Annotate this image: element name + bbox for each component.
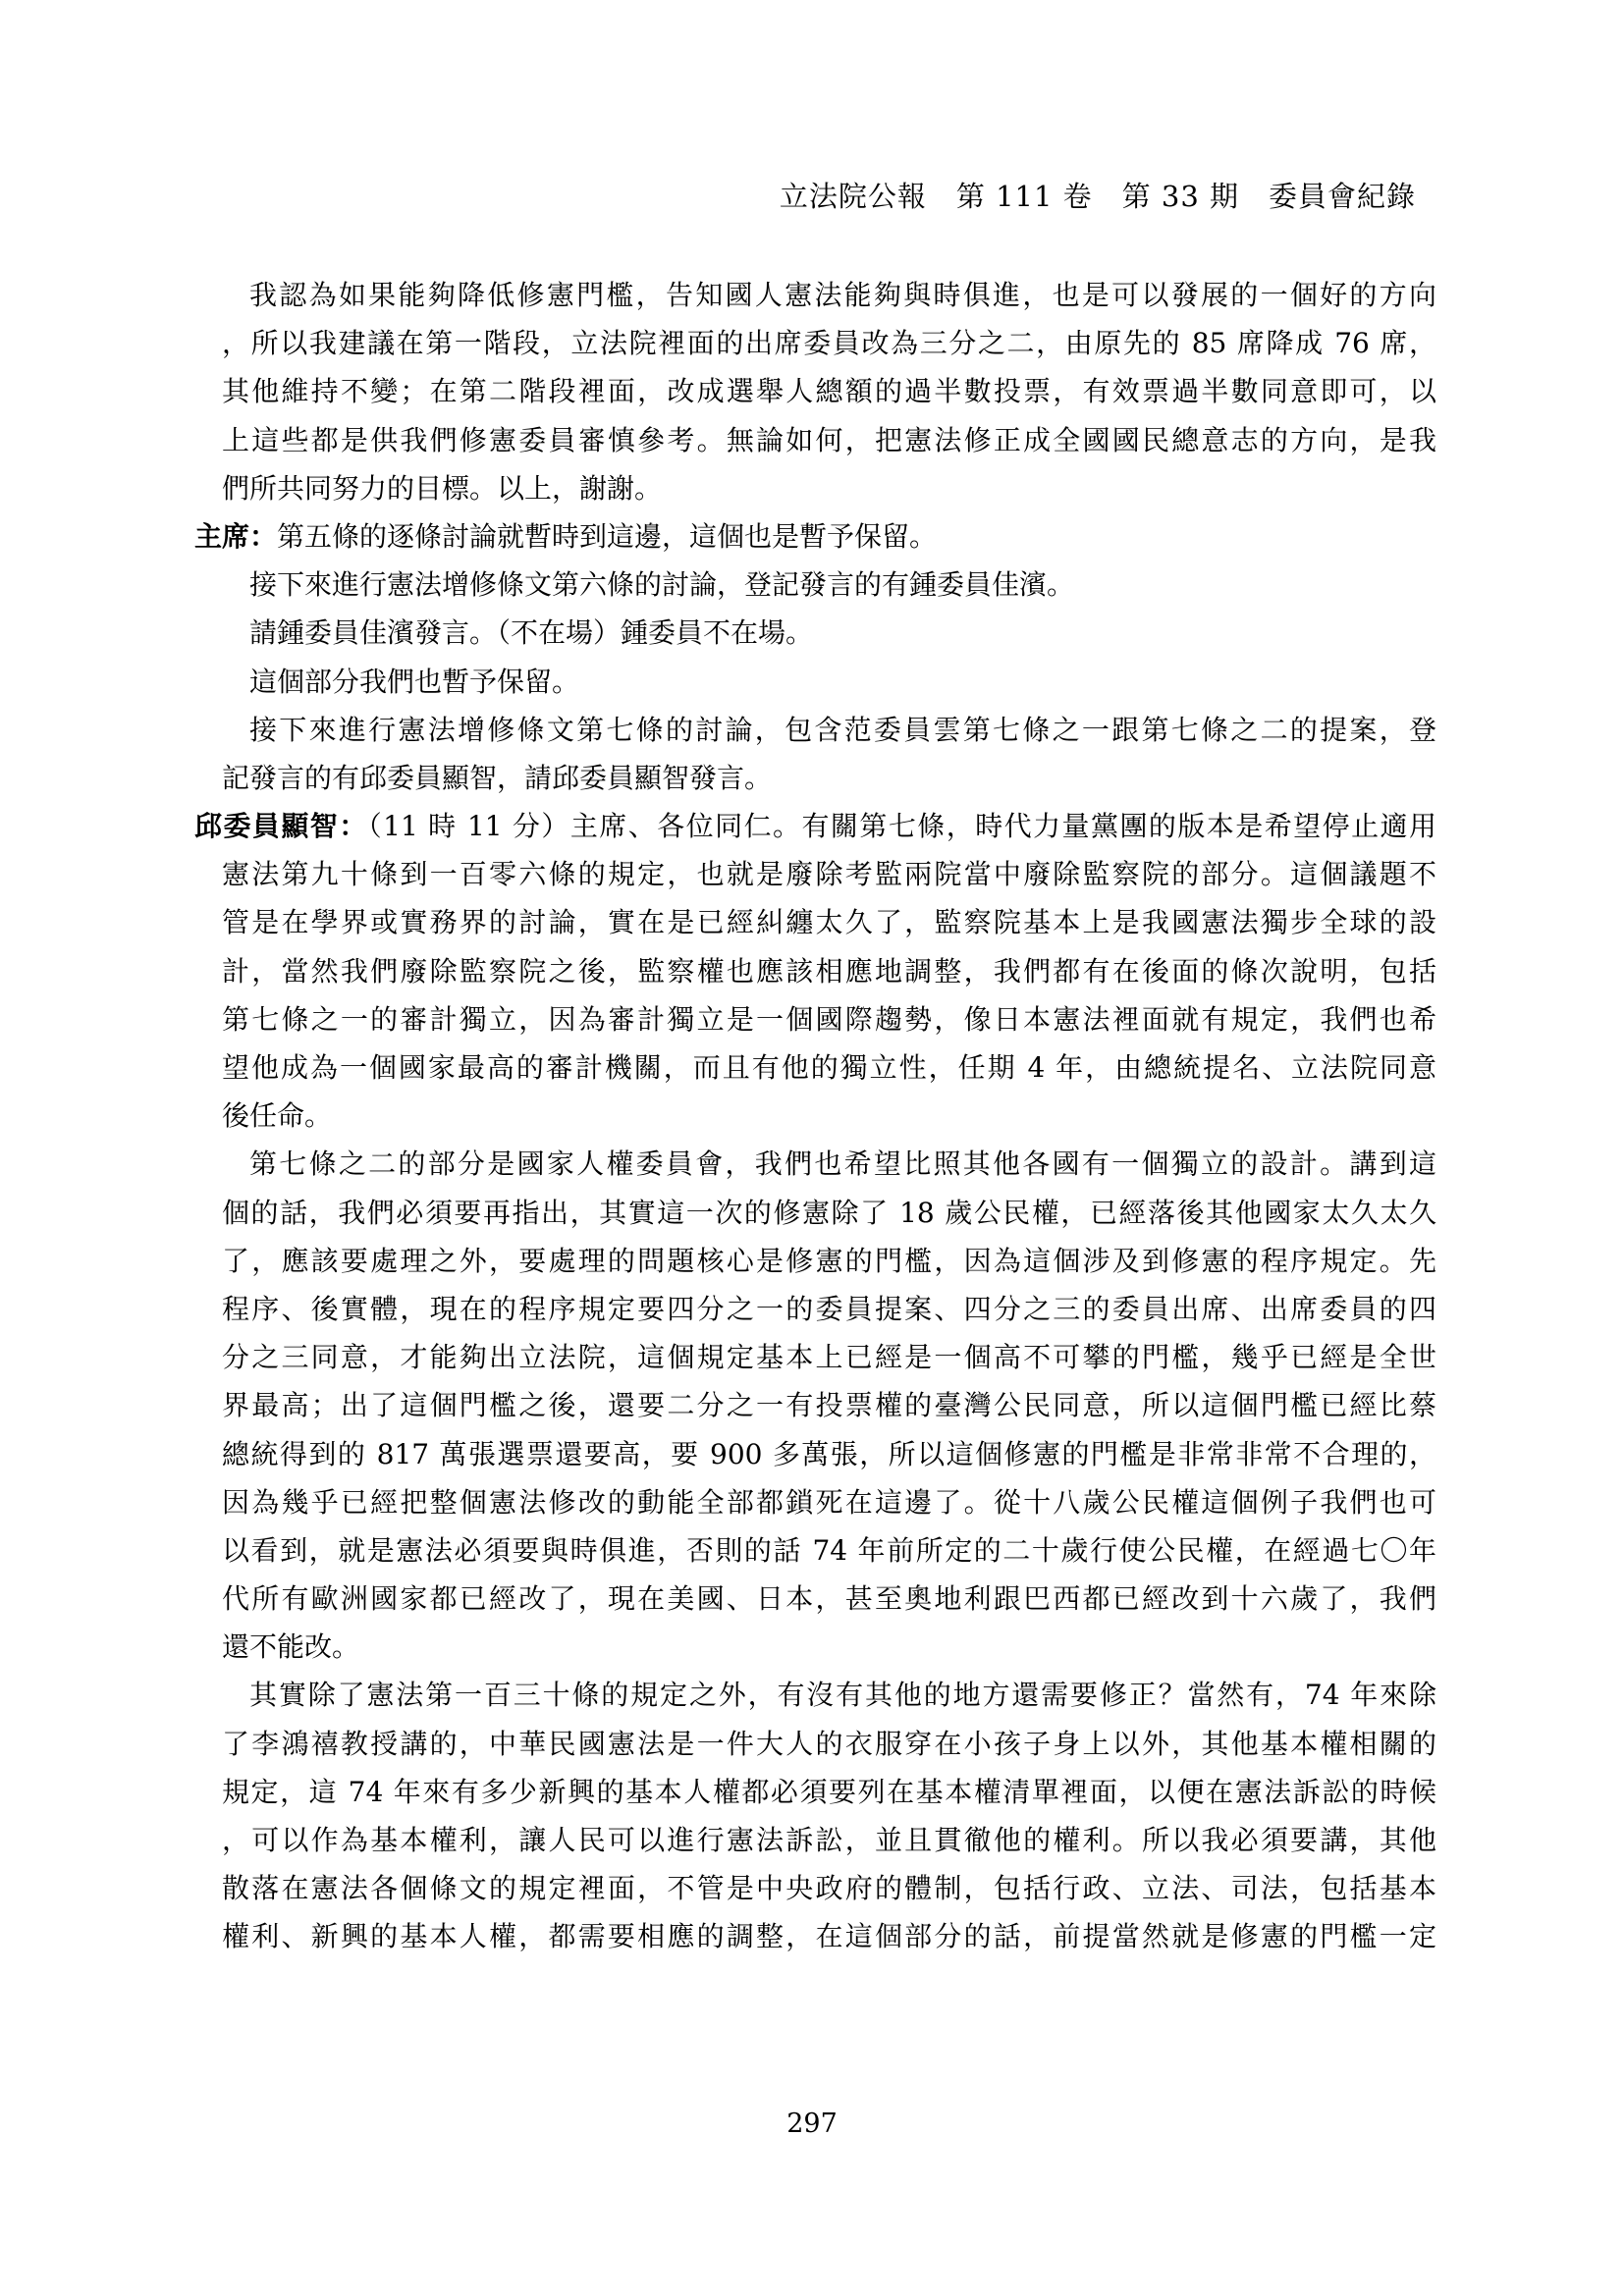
text-line [194, 1768, 1436, 1816]
line-text: 界最高；出了這個門檻之後，還要二分之一有投票權的臺灣公民同意，所以這個門檻已經比蔡 [222, 1389, 1436, 1422]
text-line [194, 1912, 1436, 1960]
text-line [194, 1864, 1436, 1912]
line-text: 還不能改。 [222, 1630, 360, 1664]
line-text: 散落在憲法各個條文的規定裡面，不管是中央政府的體制，包括行政、立法、司法，包括基本 [222, 1872, 1436, 1905]
line-text: 接下來進行憲法增修條文第六條的討論，登記發言的有鍾委員佳濱。 [249, 568, 1075, 602]
text-line [194, 1043, 1436, 1092]
text-line [194, 1381, 1436, 1429]
line-text: （11 時 11 分）主席、各位同仁。有關第七條，時代力量黨團的版本是希望停止適用 [367, 810, 1436, 843]
speaker-line [194, 802, 1436, 850]
line-text: 程序、後實體，現在的程序規定要四分之一的委員提案、四分之三的委員出席、出席委員的四 [222, 1292, 1436, 1325]
text-line [194, 367, 1436, 415]
line-text: 代所有歐洲國家都已經改了，現在美國、日本，甚至奧地利跟巴西都已經改到十六歲了，我們 [222, 1582, 1436, 1616]
text-line [194, 416, 1436, 464]
line-text: 規定，這 74 年來有多少新興的基本人權都必須要列在基本權清單裡面，以便在憲法訴訟的時候 [222, 1775, 1436, 1808]
document-body [194, 271, 1436, 1961]
text-line [194, 271, 1436, 319]
text-line [194, 754, 1436, 802]
text-line [194, 898, 1436, 946]
line-text: 第七條之二的部分是國家人權委員會，我們也希望比照其他各國有一個獨立的設計。講到這 [249, 1148, 1436, 1181]
line-text: 我認為如果能夠降低修憲門檻，告知國人憲法能夠與時俱進，也是可以發展的一個好的方向 [249, 279, 1436, 311]
text-line [194, 1140, 1436, 1188]
line-text: 總統得到的 817 萬張選票還要高，要 900 多萬張，所以這個修憲的門檻是非常非常不合理的， [222, 1437, 1436, 1470]
line-text: 憲法第九十條到一百零六條的規定，也就是廢除考監兩院當中廢除監察院的部分。這個議題不 [222, 858, 1436, 891]
line-text: 以看到，就是憲法必須要與時俱進，否則的話 74 年前所定的二十歲行使公民權，在經過七〇年 [222, 1533, 1436, 1567]
speaker-name: 主席： [194, 519, 278, 553]
text-line [194, 1478, 1436, 1526]
text-line [194, 995, 1436, 1043]
text-line [194, 1575, 1436, 1623]
text-line [194, 1092, 1436, 1140]
line-text: 其實除了憲法第一百三十條的規定之外，有沒有其他的地方還需要修正？當然有，74 年來除 [249, 1679, 1436, 1712]
line-text: 其他維持不變；在第二階段裡面，改成選舉人總額的過半數投票，有效票過半數同意即可，以 [222, 375, 1436, 408]
line-text: 請鍾委員佳濱發言。（不在場）鍾委員不在場。 [249, 616, 814, 650]
line-text: 接下來進行憲法增修條文第七條的討論，包含范委員雲第七條之一跟第七條之二的提案，登 [249, 713, 1436, 746]
text-line [194, 1189, 1436, 1237]
line-text: 了李鴻禧教授講的，中華民國憲法是一件大人的衣服穿在小孩子身上以外，其他基本權相關的 [222, 1727, 1436, 1760]
text-line [194, 609, 1436, 657]
text-line [194, 1526, 1436, 1575]
line-text: 第七條之一的審計獨立，因為審計獨立是一個國際趨勢，像日本憲法裡面就有規定，我們也希 [222, 1002, 1436, 1036]
line-text: 第五條的逐條討論就暫時到這邊，這個也是暫予保留。 [277, 519, 938, 553]
text-line [194, 1623, 1436, 1671]
text-line [194, 1237, 1436, 1285]
line-text: ，可以作為基本權利，讓人民可以進行憲法訴訟，並且貫徹他的權利。所以我必須要講，其他 [222, 1824, 1436, 1856]
line-text: 們所共同努力的目標。以上，謝謝。 [222, 471, 663, 505]
text-line [194, 658, 1436, 706]
line-text: 了，應該要處理之外，要處理的問題核心是修憲的門檻，因為這個涉及到修憲的程序規定。先 [222, 1244, 1436, 1277]
text-line [194, 947, 1436, 995]
speaker-name: 邱委員顯智： [194, 810, 368, 843]
text-line [194, 850, 1436, 898]
page-number: 297 [786, 2109, 838, 2139]
speaker-line [194, 512, 1436, 561]
text-line [194, 561, 1436, 609]
text-line [194, 1430, 1436, 1478]
line-text: 記發言的有邱委員顯智，請邱委員顯智發言。 [222, 761, 773, 794]
text-line [194, 1720, 1436, 1768]
text-line [194, 706, 1436, 754]
bulletin-header: 立法院公報 第 111 卷 第 33 期 委員會紀錄 [779, 180, 1416, 213]
line-text: 權利、新興的基本人權，都需要相應的調整，在這個部分的話，前提當然就是修憲的門檻一定 [222, 1920, 1436, 1953]
line-text: ，所以我建議在第一階段，立法院裡面的出席委員改為三分之二，由原先的 85 席降成 76 席， [222, 327, 1436, 360]
text-line [194, 464, 1436, 512]
line-text: 望他成為一個國家最高的審計機關，而且有他的獨立性，任期 4 年，由總統提名、立法院同意 [222, 1051, 1436, 1084]
text-line [194, 1671, 1436, 1719]
line-text: 計，當然我們廢除監察院之後，監察權也應該相應地調整，我們都有在後面的條次說明，包括 [222, 954, 1436, 988]
text-line [194, 1285, 1436, 1333]
text-line [194, 1816, 1436, 1864]
line-text: 因為幾乎已經把整個憲法修改的動能全部都鎖死在這邊了。從十八歲公民權這個例子我們也可 [222, 1485, 1436, 1519]
text-line [194, 1333, 1436, 1381]
line-text: 上這些都是供我們修憲委員審慎參考。無論如何，把憲法修正成全國國民總意志的方向，是我 [222, 423, 1436, 456]
line-text: 分之三同意，才能夠出立法院，這個規定基本上已經是一個高不可攀的門檻，幾乎已經是全世 [222, 1341, 1436, 1374]
line-text: 個的話，我們必須要再指出，其實這一次的修憲除了 18 歲公民權，已經落後其他國家太久太久 [222, 1196, 1436, 1229]
text-line [194, 319, 1436, 367]
line-text: 這個部分我們也暫予保留。 [249, 665, 580, 698]
line-text: 後任命。 [222, 1099, 333, 1133]
line-text: 管是在學界或實務界的討論，實在是已經糾纏太久了，監察院基本上是我國憲法獨步全球的設 [222, 906, 1436, 939]
